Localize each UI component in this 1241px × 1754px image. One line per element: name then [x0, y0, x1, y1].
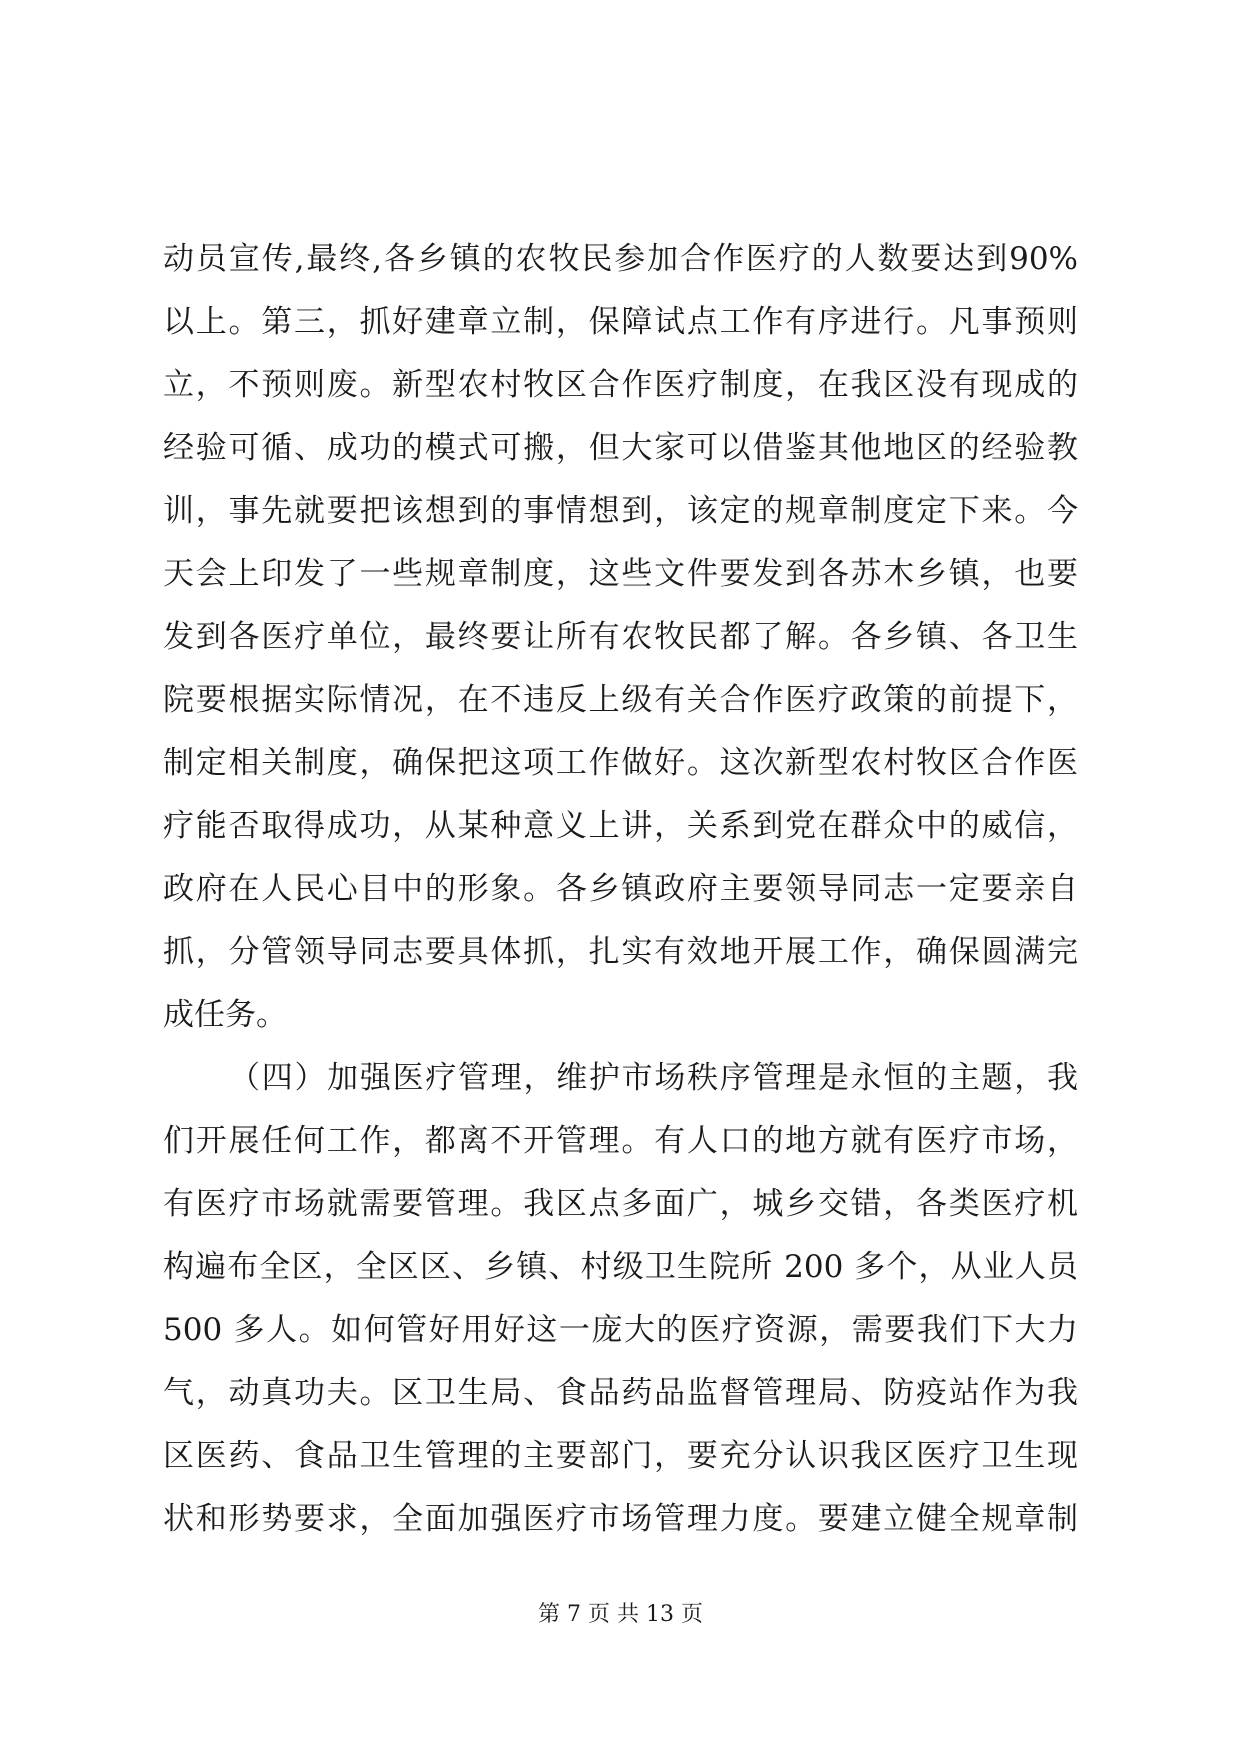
text-line: 动员宣传,最终,各乡镇的农牧民参加合作医疗的人数要达到90%: [163, 241, 1078, 277]
text-line: 制定相关制度，确保把这项工作做好。这次新型农村牧区合作医: [163, 745, 1078, 781]
text-line: 立，不预则废。新型农村牧区合作医疗制度，在我区没有现成的: [163, 367, 1078, 403]
text-line: 们开展任何工作，都离不开管理。有人口的地方就有医疗市场，: [163, 1123, 1078, 1159]
paragraph-start-line: （四）加强医疗管理，维护市场秩序管理是永恒的主题，我: [229, 1060, 1078, 1096]
text-line: 500 多人。如何管好用好这一庞大的医疗资源，需要我们下大力: [163, 1312, 1078, 1348]
text-line: 有医疗市场就需要管理。我区点多面广，城乡交错，各类医疗机: [163, 1186, 1078, 1222]
text-line: 院要根据实际情况，在不违反上级有关合作医疗政策的前提下，: [163, 682, 1078, 718]
text-line: 构遍布全区，全区区、乡镇、村级卫生院所 200 多个，从业人员: [163, 1249, 1078, 1285]
body-text: [163, 228, 1078, 1551]
text-line: 以上。第三，抓好建章立制，保障试点工作有序进行。凡事预则: [163, 304, 1078, 340]
text-line: 发到各医疗单位，最终要让所有农牧民都了解。各乡镇、各卫生: [163, 619, 1078, 655]
text-line: 成任务。: [163, 997, 287, 1033]
text-line: 疗能否取得成功，从某种意义上讲，关系到党在群众中的威信，: [163, 808, 1078, 844]
page-number-footer: 第 7 页 共 13 页: [538, 1602, 703, 1627]
text-line: 天会上印发了一些规章制度，这些文件要发到各苏木乡镇，也要: [163, 556, 1078, 592]
text-line: 区医药、食品卫生管理的主要部门，要充分认识我区医疗卫生现: [163, 1438, 1078, 1474]
text-line: 政府在人民心目中的形象。各乡镇政府主要领导同志一定要亲自: [163, 871, 1078, 907]
text-line: 抓，分管领导同志要具体抓，扎实有效地开展工作，确保圆满完: [163, 934, 1078, 970]
text-line: 状和形势要求，全面加强医疗市场管理力度。要建立健全规章制: [163, 1501, 1078, 1537]
text-line: 经验可循、成功的模式可搬，但大家可以借鉴其他地区的经验教: [163, 430, 1078, 466]
text-line: 气，动真功夫。区卫生局、食品药品监督管理局、防疫站作为我: [163, 1375, 1078, 1411]
text-line: 训，事先就要把该想到的事情想到，该定的规章制度定下来。今: [163, 493, 1078, 529]
